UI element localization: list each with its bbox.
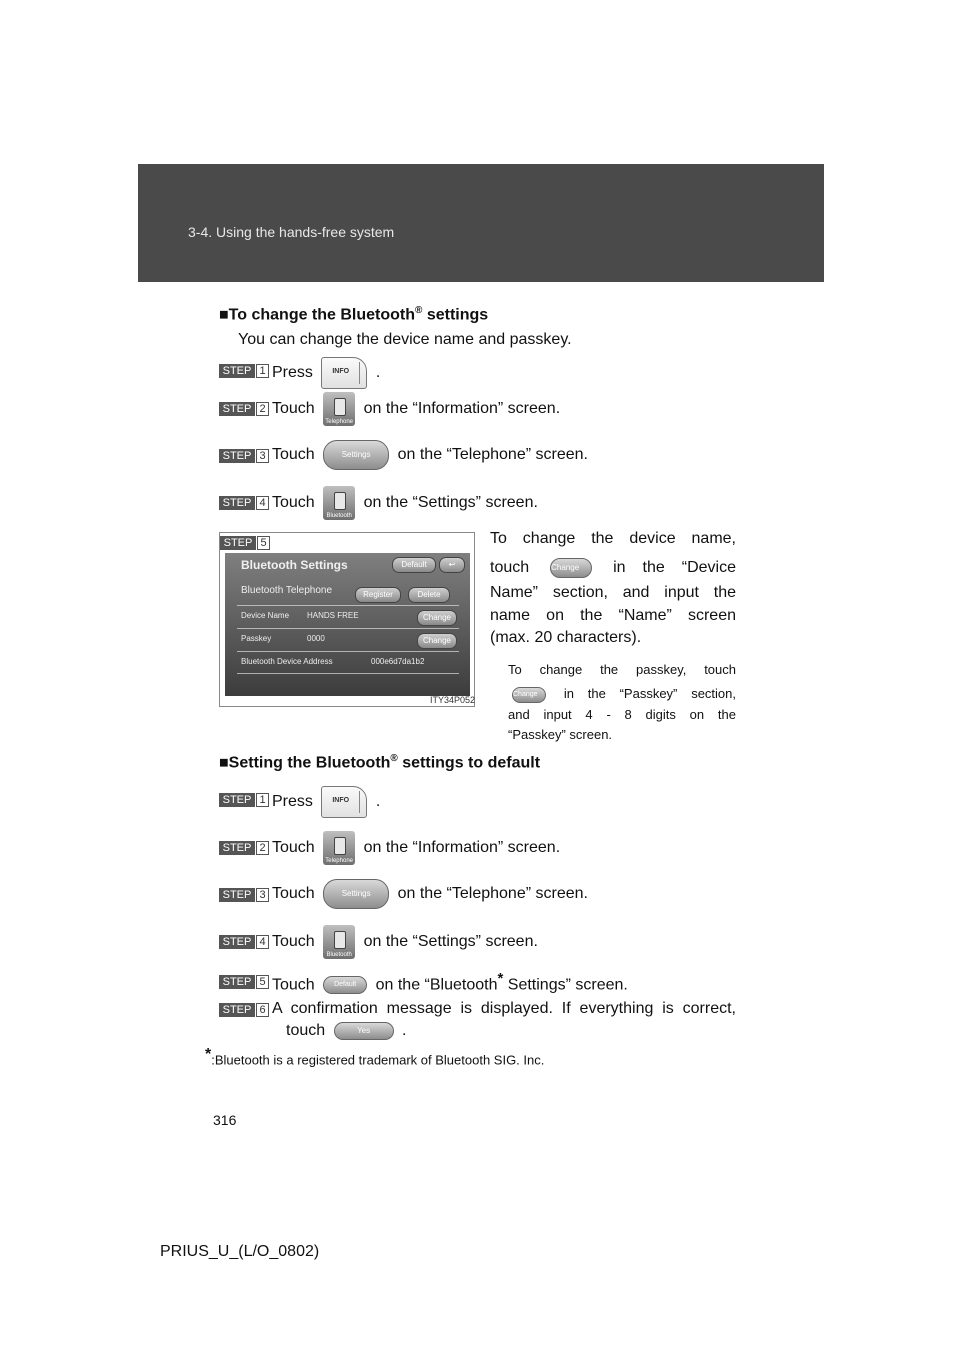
step5-text: touch Change in the “Device bbox=[490, 559, 736, 576]
step-text: touch Yes . bbox=[286, 1022, 407, 1040]
bluetooth-icon: Bluetooth bbox=[323, 925, 355, 959]
step-text: Touch Settings on the “Telephone” screen. bbox=[272, 440, 588, 470]
address-label: Bluetooth Device Address bbox=[241, 657, 333, 666]
divider bbox=[237, 651, 459, 652]
section1-heading: ■To change the Bluetooth® settings bbox=[219, 305, 489, 324]
step5-note: Change in the “Passkey” section, bbox=[513, 686, 736, 701]
default-button-icon: Default bbox=[323, 976, 367, 994]
device-name-value: HANDS FREE bbox=[307, 611, 359, 620]
divider bbox=[237, 628, 459, 629]
step-badge: STEP 4 bbox=[219, 496, 269, 510]
info-button-icon: INFO bbox=[321, 357, 367, 389]
section2-heading: ■Setting the Bluetooth® settings to default bbox=[219, 753, 541, 772]
bluetooth-icon: Bluetooth bbox=[323, 486, 355, 520]
figure-caption: ITY34P052 bbox=[430, 695, 476, 705]
bluetooth-settings-screenshot bbox=[219, 532, 475, 707]
divider bbox=[237, 673, 459, 674]
screen-title: Bluetooth Settings bbox=[241, 558, 348, 572]
device-name-label: Device Name bbox=[241, 611, 290, 620]
settings-button-icon: Settings bbox=[323, 879, 389, 909]
telephone-icon: Telephone bbox=[323, 392, 355, 426]
step-text: A confirmation message is displayed. If everything is correct, bbox=[272, 1000, 736, 1017]
step-badge: STEP 2 bbox=[219, 402, 269, 416]
step-badge: STEP 2 bbox=[219, 841, 269, 855]
step-text: Touch Telephone on the “Information” screen. bbox=[272, 392, 560, 426]
change-button-icon: Change bbox=[550, 558, 592, 578]
step-text: Touch Telephone on the “Information” screen. bbox=[272, 831, 560, 865]
step-text: Press INFO . bbox=[272, 786, 380, 818]
step-text: Touch Settings on the “Telephone” screen. bbox=[272, 879, 588, 909]
step5-note: and input 4 - 8 digits on the bbox=[508, 707, 736, 722]
section1-intro: You can change the device name and passkey. bbox=[238, 331, 572, 348]
screen-display bbox=[225, 553, 470, 696]
step-badge: STEP 3 bbox=[219, 888, 269, 902]
change-button-icon: Change bbox=[512, 687, 546, 703]
address-value: 000e6d7da1b2 bbox=[371, 657, 425, 666]
step5-text: (max. 20 characters). bbox=[490, 629, 642, 646]
change-passkey-button: Change bbox=[417, 633, 457, 649]
delete-button: Delete bbox=[408, 587, 450, 603]
change-device-name-button: Change bbox=[417, 610, 457, 626]
step5-text: name on the “Name” screen bbox=[490, 607, 736, 624]
passkey-value: 0000 bbox=[307, 634, 325, 643]
step-text: Touch Bluetooth on the “Settings” screen. bbox=[272, 925, 538, 959]
yes-button-icon: Yes bbox=[334, 1022, 394, 1040]
step-text: Touch Bluetooth on the “Settings” screen. bbox=[272, 486, 538, 520]
step5-text: To change the device name, bbox=[490, 530, 736, 547]
footnote: *:Bluetooth is a registered trademark of Bluetooth SIG. Inc. bbox=[205, 1046, 545, 1068]
default-button: Default bbox=[392, 557, 436, 573]
step-badge: STEP 5 bbox=[219, 975, 269, 989]
step-badge: STEP 4 bbox=[219, 935, 269, 949]
phone-label: Bluetooth Telephone bbox=[241, 585, 333, 596]
back-button: ↩ bbox=[439, 557, 465, 573]
step-badge: STEP 6 bbox=[219, 1003, 269, 1017]
header-band bbox=[138, 164, 824, 282]
settings-button-icon: Settings bbox=[323, 440, 389, 470]
step-badge: STEP 1 bbox=[219, 364, 269, 378]
document-code: PRIUS_U_(L/O_0802) bbox=[160, 1243, 320, 1260]
telephone-icon: Telephone bbox=[323, 831, 355, 865]
step5-note: To change the passkey, touch bbox=[508, 662, 736, 677]
divider bbox=[237, 605, 459, 606]
step5-note: “Passkey” screen. bbox=[508, 727, 613, 742]
info-button-icon: INFO bbox=[321, 786, 367, 818]
step-badge: STEP 3 bbox=[219, 449, 269, 463]
step-badge: STEP 1 bbox=[219, 793, 269, 807]
step-text: Press INFO . bbox=[272, 357, 380, 389]
page-number: 316 bbox=[213, 1112, 237, 1128]
register-button: Register bbox=[355, 587, 401, 603]
section-title: 3-4. Using the hands-free system bbox=[188, 224, 395, 240]
step-text: Touch Default on the “Bluetooth* Settings” screen. bbox=[272, 970, 628, 994]
passkey-label: Passkey bbox=[241, 634, 272, 643]
step5-text: Name” section, and input the bbox=[490, 584, 736, 601]
step-badge: STEP 5 bbox=[220, 536, 270, 550]
